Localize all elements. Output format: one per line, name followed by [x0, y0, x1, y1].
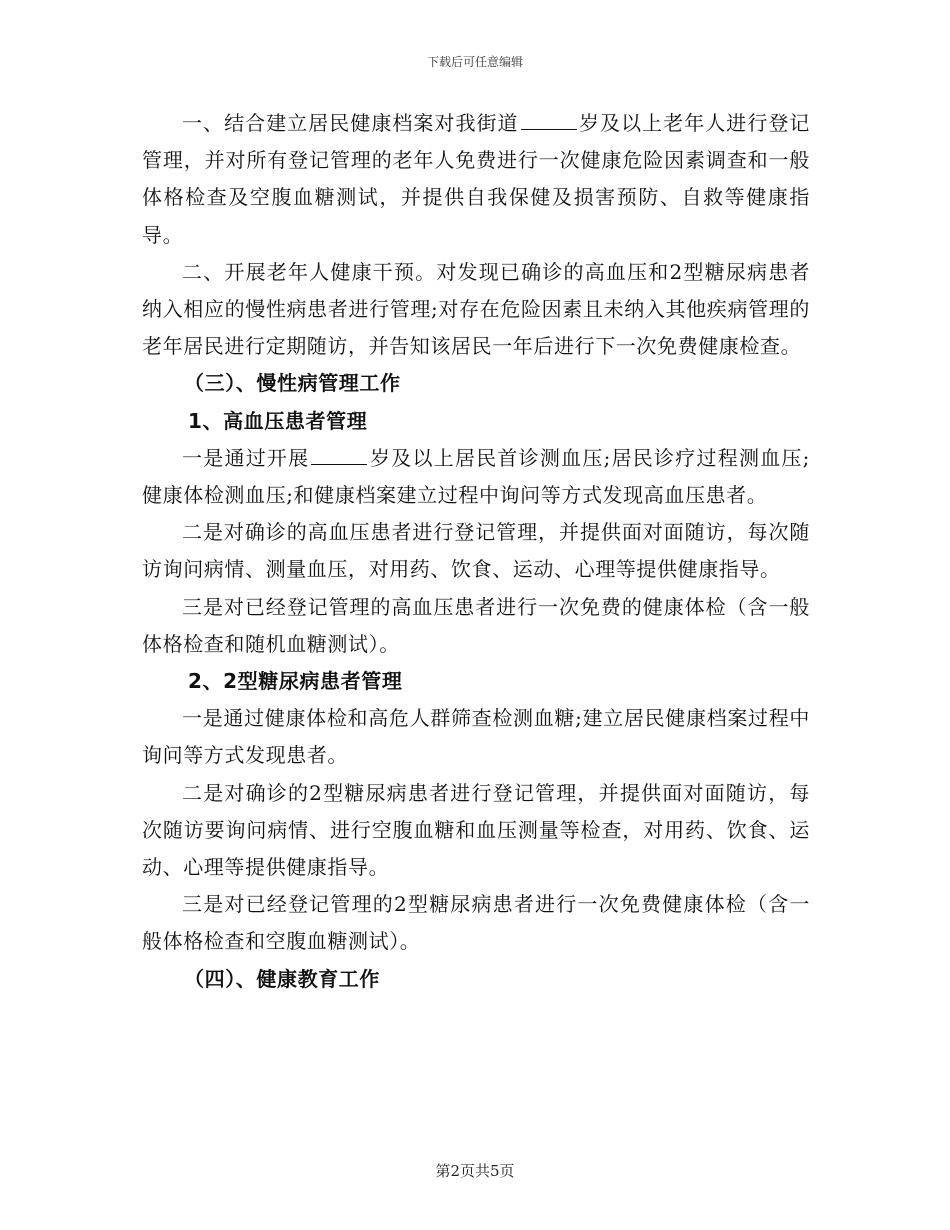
paragraph-diabetes-followup: 二是对确诊的2型糖尿病患者进行登记管理，并提供面对面随访，每次随访要询问病情、进行空腹血糖和血压测量等检查，对用药、饮食、运动、心理等提供健康指导。 [142, 780, 810, 880]
document-body [142, 105, 810, 998]
blank-age-field [521, 111, 577, 130]
blank-age-field [311, 446, 367, 465]
section-heading-health-education: （四）、健康教育工作 [184, 966, 380, 991]
subheading-hypertension: 1、高血压患者管理 [188, 408, 368, 433]
subheading-diabetes: 2、2型糖尿病患者管理 [188, 669, 403, 694]
section-heading-chronic-disease: （三）、慢性病管理工作 [184, 371, 401, 396]
paragraph-text: 岁及以上老年人进行登记管理，并对所有登记管理的老年人免费进行一次健康危险因素调查和一般体格检查及空腹血糖测试，并提供自我保健及损害预防、自救等健康指导。 [142, 111, 810, 247]
paragraph-hypertension-followup: 二是对确诊的高血压患者进行登记管理，并提供面对面随访，每次随访询问病情、测量血压，对用药、饮食、运动、心理等提供健康指导。 [142, 520, 810, 582]
paragraph-hypertension-detection [142, 440, 810, 514]
paragraph-text: 一是通过开展 [182, 445, 310, 470]
paragraph-text: 一、结合建立居民健康档案对我街道 [182, 111, 519, 135]
paragraph-elderly-intervention: 二、开展老年人健康干预。对发现已确诊的高血压和2型糖尿病患者纳入相应的慢性病患者进行管理;对存在危险因素且未纳入其他疾病管理的老年居民进行定期随访，并告知该居民一年后进行下一次免费健康检查。 [142, 259, 810, 359]
paragraph-hypertension-checkup: 三是对已经登记管理的高血压患者进行一次免费的健康体检（含一般体格检查和随机血糖测试）。 [142, 594, 810, 656]
page-header: 下载后可任意编辑 [426, 55, 523, 69]
paragraph-text: 岁及以上居民首诊测血压;居民诊疗过程测血压;健康体检测血压;和健康档案建立过程中询问等方式发现高血压患者。 [142, 445, 810, 508]
paragraph-diabetes-detection: 一是通过健康体检和高危人群筛查检测血糖;建立居民健康档案过程中询问等方式发现患者。 [142, 706, 810, 768]
paragraph-elderly-registration [142, 105, 810, 254]
page-number: 第2页共5页 [435, 1162, 515, 1180]
paragraph-diabetes-checkup: 三是对已经登记管理的2型糖尿病患者进行一次免费健康体检（含一般体格检查和空腹血糖测试）。 [142, 892, 810, 954]
